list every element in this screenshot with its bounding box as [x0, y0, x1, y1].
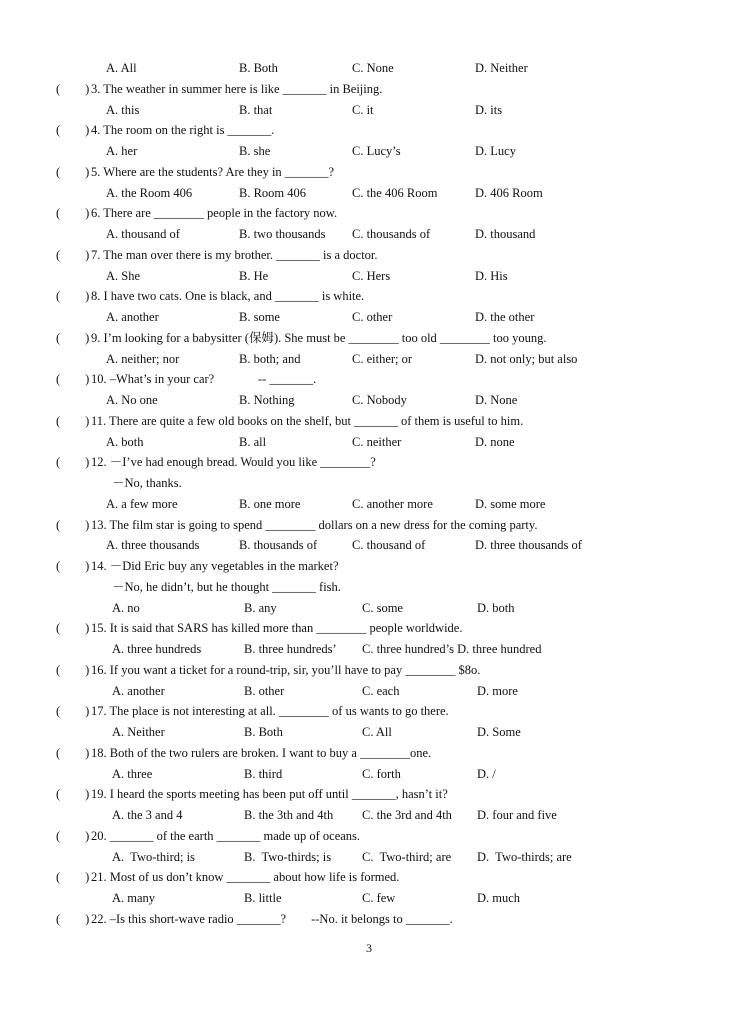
option-c[interactable]: C. Lucy’s: [352, 144, 401, 158]
question-row: [0, 910, 738, 928]
question-row: [0, 80, 738, 98]
question-text: 22. –Is this short-wave radio _______? --No. it belongs to _______.: [91, 911, 453, 926]
question-row: [0, 619, 738, 637]
option-a[interactable]: A. All: [106, 61, 137, 75]
option-b[interactable]: B. He: [239, 268, 269, 283]
answer-parenthesis[interactable]: ( ): [56, 662, 90, 677]
option-d[interactable]: D. more: [477, 683, 518, 698]
option-b[interactable]: B. she: [239, 144, 271, 158]
question-row: [0, 163, 738, 181]
option-a[interactable]: A. another: [106, 310, 159, 324]
answer-parenthesis[interactable]: ( ): [56, 289, 90, 304]
option-c[interactable]: C. forth: [362, 766, 401, 781]
option-d[interactable]: D. four and five: [477, 808, 557, 822]
question-text: 3. The weather in summer here is like _______ in Beijing.: [91, 81, 383, 96]
options-row: [0, 536, 738, 554]
option-c[interactable]: C. thousand of: [352, 538, 426, 553]
option-d[interactable]: D. three thousands of: [475, 538, 582, 553]
options-row: [0, 599, 738, 617]
question-text: 13. The film star is going to spend ________ dollars on a new dress for the coming party.: [91, 517, 538, 532]
question-text: 4. The room on the right is _______.: [91, 123, 275, 138]
options-row: [0, 640, 738, 658]
option-b[interactable]: B. two thousands: [239, 227, 326, 241]
options-row: [0, 59, 738, 77]
options-row: [0, 495, 738, 513]
option-c[interactable]: C. the 3rd and 4th: [362, 808, 452, 822]
question-row: [0, 287, 738, 305]
question-row: [0, 702, 738, 720]
option-c[interactable]: C. the 406 Room: [352, 185, 438, 200]
option-b[interactable]: B. three hundreds’: [244, 642, 337, 656]
question-row: [0, 827, 738, 845]
answer-parenthesis[interactable]: ( ): [56, 559, 90, 573]
question-row: [0, 370, 738, 388]
question-row: [0, 661, 738, 679]
question-row: [0, 868, 738, 886]
options-row: [0, 889, 738, 907]
question-text: 18. Both of the two rulers are broken. I want to buy a ________one.: [91, 745, 432, 760]
question-row: [0, 329, 738, 347]
answer-parenthesis[interactable]: ( ): [56, 911, 90, 926]
option-c[interactable]: C. None: [352, 61, 394, 75]
options-row: [0, 142, 738, 160]
option-d[interactable]: D. the other: [475, 310, 535, 324]
option-c[interactable]: C. All: [362, 725, 392, 739]
option-a[interactable]: A. both: [106, 434, 144, 449]
dialogue-line: [0, 474, 738, 492]
option-d[interactable]: D. not only; but also: [475, 351, 578, 366]
option-b[interactable]: B. thousands of: [239, 538, 318, 553]
option-c[interactable]: C. either; or: [352, 351, 413, 366]
option-c[interactable]: C. neither: [352, 434, 402, 449]
option-a[interactable]: A. a few more: [106, 496, 178, 511]
question-row: [0, 557, 738, 575]
option-c[interactable]: C. Two-third; are: [362, 849, 452, 864]
answer-parenthesis[interactable]: ( ): [56, 828, 90, 843]
option-d[interactable]: D. Some: [477, 725, 521, 739]
option-c[interactable]: C. Nobody: [352, 393, 407, 407]
answer-parenthesis[interactable]: ( ): [56, 81, 90, 96]
option-d[interactable]: D. /: [477, 766, 496, 781]
option-b[interactable]: B. Nothing: [239, 393, 295, 407]
option-a[interactable]: A. No one: [106, 393, 158, 407]
answer-parenthesis[interactable]: ( ): [56, 206, 90, 221]
options-row: [0, 350, 738, 368]
option-a[interactable]: A. thousand of: [106, 227, 180, 241]
answer-parenthesis[interactable]: ( ): [56, 517, 90, 532]
options-row: [0, 765, 738, 783]
option-c[interactable]: C. thousands of: [352, 227, 431, 241]
answer-parenthesis[interactable]: ( ): [56, 787, 90, 802]
option-d[interactable]: D. Neither: [475, 61, 528, 75]
option-b[interactable]: B. some: [239, 310, 280, 324]
option-a[interactable]: A. neither; nor: [106, 351, 180, 366]
question-text: 20. _______ of the earth _______ made up of oceans.: [91, 828, 361, 843]
option-b[interactable]: B. Both: [239, 61, 278, 75]
option-a[interactable]: A. the 3 and 4: [112, 808, 183, 822]
question-text: 15. It is said that SARS has killed more than ________ people worldwide.: [91, 621, 463, 636]
option-b[interactable]: B. that: [239, 102, 273, 117]
option-d[interactable]: D. Two-thirds; are: [477, 849, 572, 864]
option-a[interactable]: A. Two-third; is: [112, 849, 195, 864]
options-row: [0, 225, 738, 243]
answer-parenthesis[interactable]: ( ): [56, 621, 90, 636]
question-text: 19. I heard the sports meeting has been put off until _______, hasn’t it?: [91, 787, 448, 802]
question-text: 17. The place is not interesting at all. ________ of us wants to go there.: [91, 704, 449, 719]
option-b[interactable]: B. Both: [244, 725, 283, 739]
option-c[interactable]: C. each: [362, 683, 400, 698]
option-b[interactable]: B. Two-thirds; is: [244, 849, 332, 864]
option-a[interactable]: A. no: [112, 600, 140, 615]
dialogue-text: －No, thanks.: [112, 476, 182, 490]
option-b[interactable]: B. both; and: [239, 351, 301, 366]
option-d[interactable]: D. some more: [475, 496, 546, 511]
option-b[interactable]: B. other: [244, 683, 285, 698]
option-b[interactable]: B. Room 406: [239, 185, 307, 200]
answer-parenthesis[interactable]: ( ): [56, 372, 90, 387]
option-b[interactable]: B. one more: [239, 496, 301, 511]
option-a[interactable]: A. Neither: [112, 725, 165, 739]
option-d[interactable]: D. much: [477, 891, 521, 905]
page-number: 3: [366, 941, 372, 955]
option-a[interactable]: A. She: [106, 268, 141, 283]
option-c[interactable]: C. other: [352, 310, 393, 324]
answer-parenthesis[interactable]: ( ): [56, 704, 90, 719]
option-b[interactable]: B. little: [244, 891, 282, 905]
option-b[interactable]: B. all: [239, 434, 267, 449]
question-text: 16. If you want a ticket for a round-trip, sir, you’ll have to pay ________ $8o.: [91, 662, 481, 677]
option-c[interactable]: C. Hers: [352, 268, 391, 283]
option-d[interactable]: D. its: [475, 102, 503, 117]
question-row: [0, 246, 738, 264]
answer-parenthesis[interactable]: ( ): [56, 455, 90, 470]
options-row: [0, 267, 738, 285]
option-a[interactable]: A. three hundreds: [112, 642, 202, 656]
question-text: 12. －I’ve had enough bread. Would you like ________?: [91, 455, 376, 470]
option-d[interactable]: D. none: [475, 434, 515, 449]
answer-parenthesis[interactable]: ( ): [56, 330, 90, 345]
question-text: 7. The man over there is my brother. _______ is a doctor.: [91, 247, 378, 262]
options-row: [0, 308, 738, 326]
question-row: [0, 121, 738, 139]
option-b[interactable]: B. third: [244, 766, 283, 781]
answer-parenthesis[interactable]: ( ): [56, 870, 90, 885]
option-d[interactable]: D. None: [475, 393, 518, 407]
question-row: [0, 453, 738, 471]
option-a[interactable]: A. many: [112, 891, 156, 905]
answer-parenthesis[interactable]: ( ): [56, 413, 90, 428]
question-row: [0, 412, 738, 430]
option-b[interactable]: B. the 3th and 4th: [244, 808, 334, 822]
option-a[interactable]: A. her: [106, 144, 138, 158]
question-text: 10. –What’s in your car? -- _______.: [91, 372, 317, 387]
answer-parenthesis[interactable]: ( ): [56, 123, 90, 138]
option-c[interactable]: C. three hundred’s D. three hundred: [362, 642, 542, 656]
option-c[interactable]: C. it: [352, 102, 374, 117]
option-c[interactable]: C. another more: [352, 496, 433, 511]
question-text: 8. I have two cats. One is black, and _______ is white.: [91, 289, 365, 304]
option-d[interactable]: D. His: [475, 268, 508, 283]
question-text: 11. There are quite a few old books on the shelf, but _______ of them is useful to him.: [91, 413, 524, 428]
option-a[interactable]: A. three: [112, 766, 153, 781]
question-text: 14. －Did Eric buy any vegetables in the market?: [91, 559, 339, 573]
option-a[interactable]: A. three thousands: [106, 538, 200, 553]
option-d[interactable]: D. 406 Room: [475, 185, 543, 200]
option-a[interactable]: A. the Room 406: [106, 185, 193, 200]
dialogue-line: [0, 578, 738, 596]
answer-parenthesis[interactable]: ( ): [56, 164, 90, 179]
options-row: [0, 682, 738, 700]
question-row: [0, 204, 738, 222]
options-row: [0, 433, 738, 451]
options-row: [0, 723, 738, 741]
question-text: 6. There are ________ people in the factory now.: [91, 206, 338, 221]
option-a[interactable]: A. another: [112, 683, 165, 698]
dialogue-text: －No, he didn’t, but he thought _______ fish.: [112, 579, 341, 594]
option-a[interactable]: A. this: [106, 102, 140, 117]
options-row: [0, 184, 738, 202]
option-d[interactable]: D. Lucy: [475, 144, 516, 158]
option-d[interactable]: D. thousand: [475, 227, 536, 241]
options-row: [0, 101, 738, 119]
question-row: [0, 516, 738, 534]
question-row: [0, 744, 738, 762]
option-c[interactable]: C. few: [362, 891, 396, 905]
question-row: [0, 785, 738, 803]
question-text: 21. Most of us don’t know _______ about how life is formed.: [91, 870, 400, 885]
option-b[interactable]: B. any: [244, 600, 277, 615]
option-d[interactable]: D. both: [477, 600, 515, 615]
answer-parenthesis[interactable]: ( ): [56, 745, 90, 760]
question-text: 5. Where are the students? Are they in _______?: [91, 164, 335, 179]
question-text: 9. I’m looking for a babysitter (保姆). She must be ________ too old ________ too young.: [91, 330, 547, 345]
options-row: [0, 848, 738, 866]
answer-parenthesis[interactable]: ( ): [56, 247, 90, 262]
options-row: [0, 806, 738, 824]
options-row: [0, 391, 738, 409]
option-c[interactable]: C. some: [362, 600, 403, 615]
